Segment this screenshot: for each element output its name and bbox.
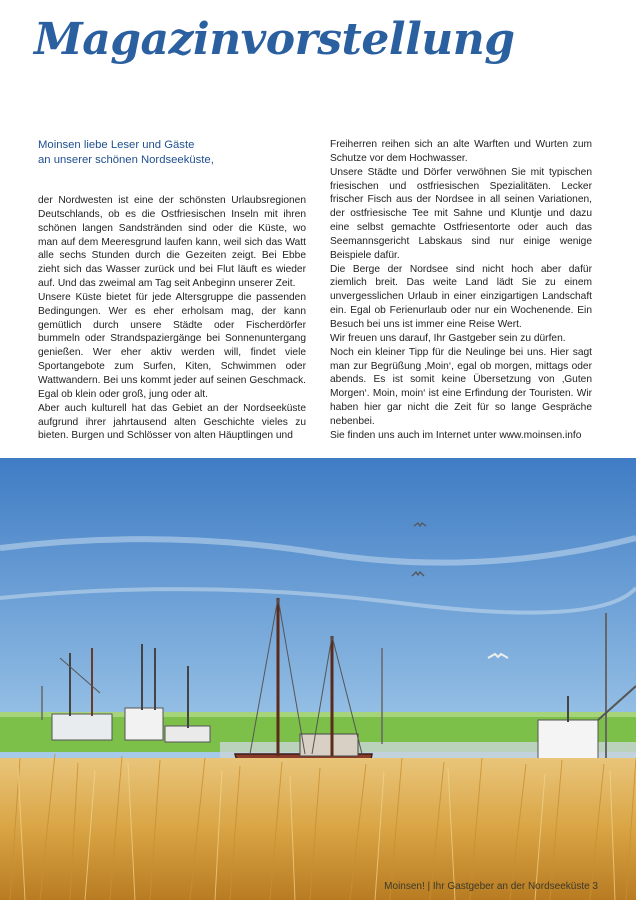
paragraph: Die Berge der Nordsee sind nicht hoch aber dafür ziemlich breit. Das weite Land lädt Sie zu einem unvergesslichen Urlaub in einer einzigartigen Landschaft ein. Egal ob Ferienurlaub oder nur ein Wochenende. Ein Besuch bei uns ist immer eine Reise Wert. [330,263,592,330]
greeting-line: Moinsen liebe Leser und Gäste [38,139,195,151]
paragraph: Aber auch kulturell hat das Gebiet an der Nordseeküste aufgrund ihrer jahrtausend alten Geschichte vieles zu bieten. Burgen und Schlösser von alten Häuptlingen und [38,402,306,442]
page-footer: Moinsen! | Ihr Gastgeber an der Nordseeküste 3 [384,881,598,892]
paragraph: der Nordwesten ist eine der schönsten Urlaubsregionen Deutschlands, ob es die Ostfriesischen Inseln mit ihren schönen langen Sandstränden sind oder die Küste, wo man auf dem Meeresgrund laufen kann, weil sich das Watt alle sechs Stunden durch die Gezeiten zeigt. Bei Ebbe zieht sich das Wasser zurück und bei Flut läuft es wieder auf. Und das zweimal am Tag seit Anbeginn unserer Zeit. [38,195,306,290]
paragraph: Sie finden uns auch im Internet unter www.moinsen.info [330,429,582,441]
text-column-left [38,138,306,443]
paragraph: Unsere Küste bietet für jede Altersgruppe die passenden Bedingungen. Wer es eher erholsam mag, der kann gemütlich durch unsere Städte oder Fischerdörfer bummeln oder Strandspaziergänge bei Sonnenuntergang genießen. Wer eher aktiv werden will, findet viele Sportangebote zum Surfen, Kiten, Schwimmen oder Wattwandern. Bei uns kommt jeder auf seinen Geschmack. Egal ob klein oder groß, jung oder alt. [38,291,306,400]
paragraph: Noch ein kleiner Tipp für die Neulinge bei uns. Hier sagt man zur Begrüßung ‚Moin‘, egal ob morgen, mittags oder abends. Es ist somit keine Übersetzung von ‚Guten Morgen‘. Moin, moin‘ ist eine Erfindung der Touristen. Wir haben hier gar nicht die Zeit für so lange Gespräche nebenbei. [330,346,592,427]
paragraph: Freiherren reihen sich an alte Warften und Wurten zum Schutze vor dem Hochwasser. [330,139,592,164]
page-title: Magazinvorstellung [34,14,515,65]
harbor-photo [0,458,636,900]
paragraph: Wir freuen uns darauf, Ihr Gastgeber sein zu dürfen. [330,332,566,344]
greeting-line: an unserer schönen Nordseeküste, [38,153,214,166]
text-column-right [330,138,592,443]
greeting [38,138,306,167]
paragraph: Unsere Städte und Dörfer verwöhnen Sie mit typischen friesischen und ostfriesischen Spezialitäten. Lecker frischer Fisch aus der Nordsee in all seinen Variationen, der ostfriesische Tee mit Sahne und Kluntje und dazu eine selbst gemachte Ostfriesentorte oder auch das Seemannsgericht Labskaus sind nur einige wenige Beispiele dafür. [330,166,592,261]
